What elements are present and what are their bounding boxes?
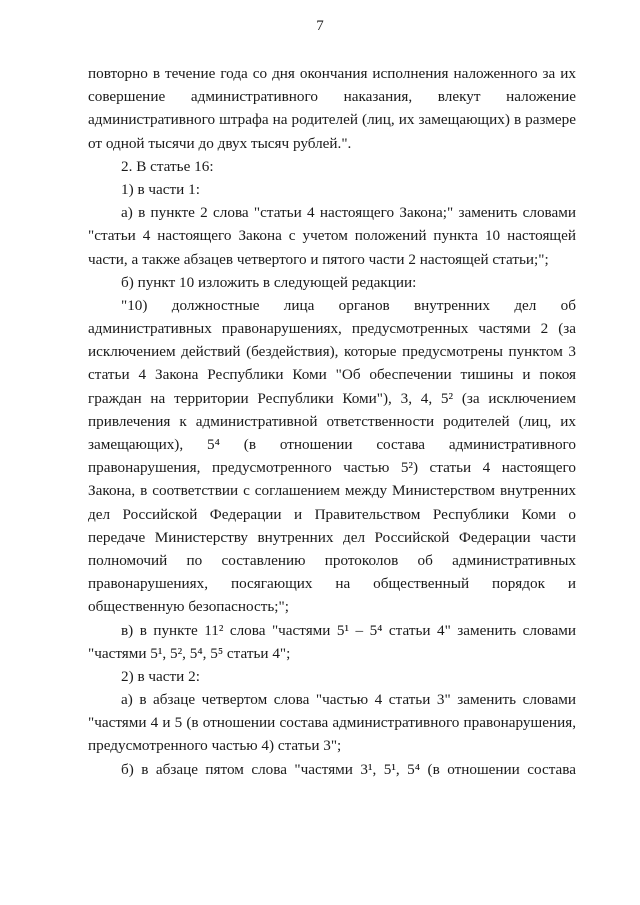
text-line: Закона, в соответствии с соглашением между Министерством внутренних [88,482,576,500]
text-line: от одной тысячи до двух тысяч рублей.". [88,134,352,152]
text-line: а) в пункте 2 слова "статьи 4 настоящего Закона;" заменить словами [121,204,576,222]
text-line: б) в абзаце пятом слова "частями 3¹, 5¹, 5⁴ (в отношении состава [121,760,576,778]
text-line: общественную безопасность;"; [88,598,289,616]
text-line: 2) в части 2: [121,667,200,685]
text-line: 1) в части 1: [121,180,200,198]
document-body [88,62,576,781]
text-line: "частями 4 и 5 (в отношении состава административного правонарушения, [88,714,576,732]
text-line: дел Российской Федерации и Правительством Республики Коми о [88,505,576,523]
text-line: замещающих), 5⁴ (в отношении состава административного [88,436,576,453]
text-line: совершение административного наказания, влекут наложение [88,88,576,106]
text-line: статьи 4 Закона Республики Коми "Об обеспечении тишины и покоя [88,366,576,384]
text-line: "10) должностные лица органов внутренних дел об [121,296,576,314]
text-line: в) в пункте 11² слова "частями 5¹ – 5⁴ статьи 4" заменить словами [121,621,576,639]
text-line: привлечения к административной ответственности родителей (лиц, их [88,412,576,430]
text-line: части, а также абзацев четвертого и пятого части 2 настоящей статьи;"; [88,250,549,268]
text-line: 2. В статье 16: [121,157,214,175]
text-line: правонарушениях, посягающих на общественный порядок и [88,575,576,593]
text-line: исключением действий (бездействия), которые предусмотрены пунктом 3 [88,343,576,361]
text-line: полномочий по составлению протоколов об административных [88,551,576,569]
text-line: "статьи 4 настоящего Закона с учетом положений пункта 10 настоящей [88,227,576,245]
text-line: административного штрафа на родителей (лиц, их замещающих) в размере [88,111,576,129]
text-line: а) в абзаце четвертом слова "частью 4 статьи 3" заменить словами [121,691,576,709]
text-line: административных правонарушениях, предусмотренных частями 2 (за [88,320,576,338]
text-line: повторно в течение года со дня окончания исполнения наложенного за их [88,65,576,82]
text-line: "частями 5¹, 5², 5⁴, 5⁵ статьи 4"; [88,644,291,662]
text-line: б) пункт 10 изложить в следующей редакции: [121,273,417,291]
page-number: 7 [316,18,324,34]
text-line: правонарушения, предусмотренного частью 5²) статьи 4 настоящего [88,459,576,477]
text-line: граждан на территории Республики Коми"), 3, 4, 5² (за исключением [88,389,576,407]
text-line: предусмотренного частью 4) статьи 3"; [88,737,342,755]
text-line: передаче Министерству внутренних дел Российской Федерации части [88,528,576,546]
